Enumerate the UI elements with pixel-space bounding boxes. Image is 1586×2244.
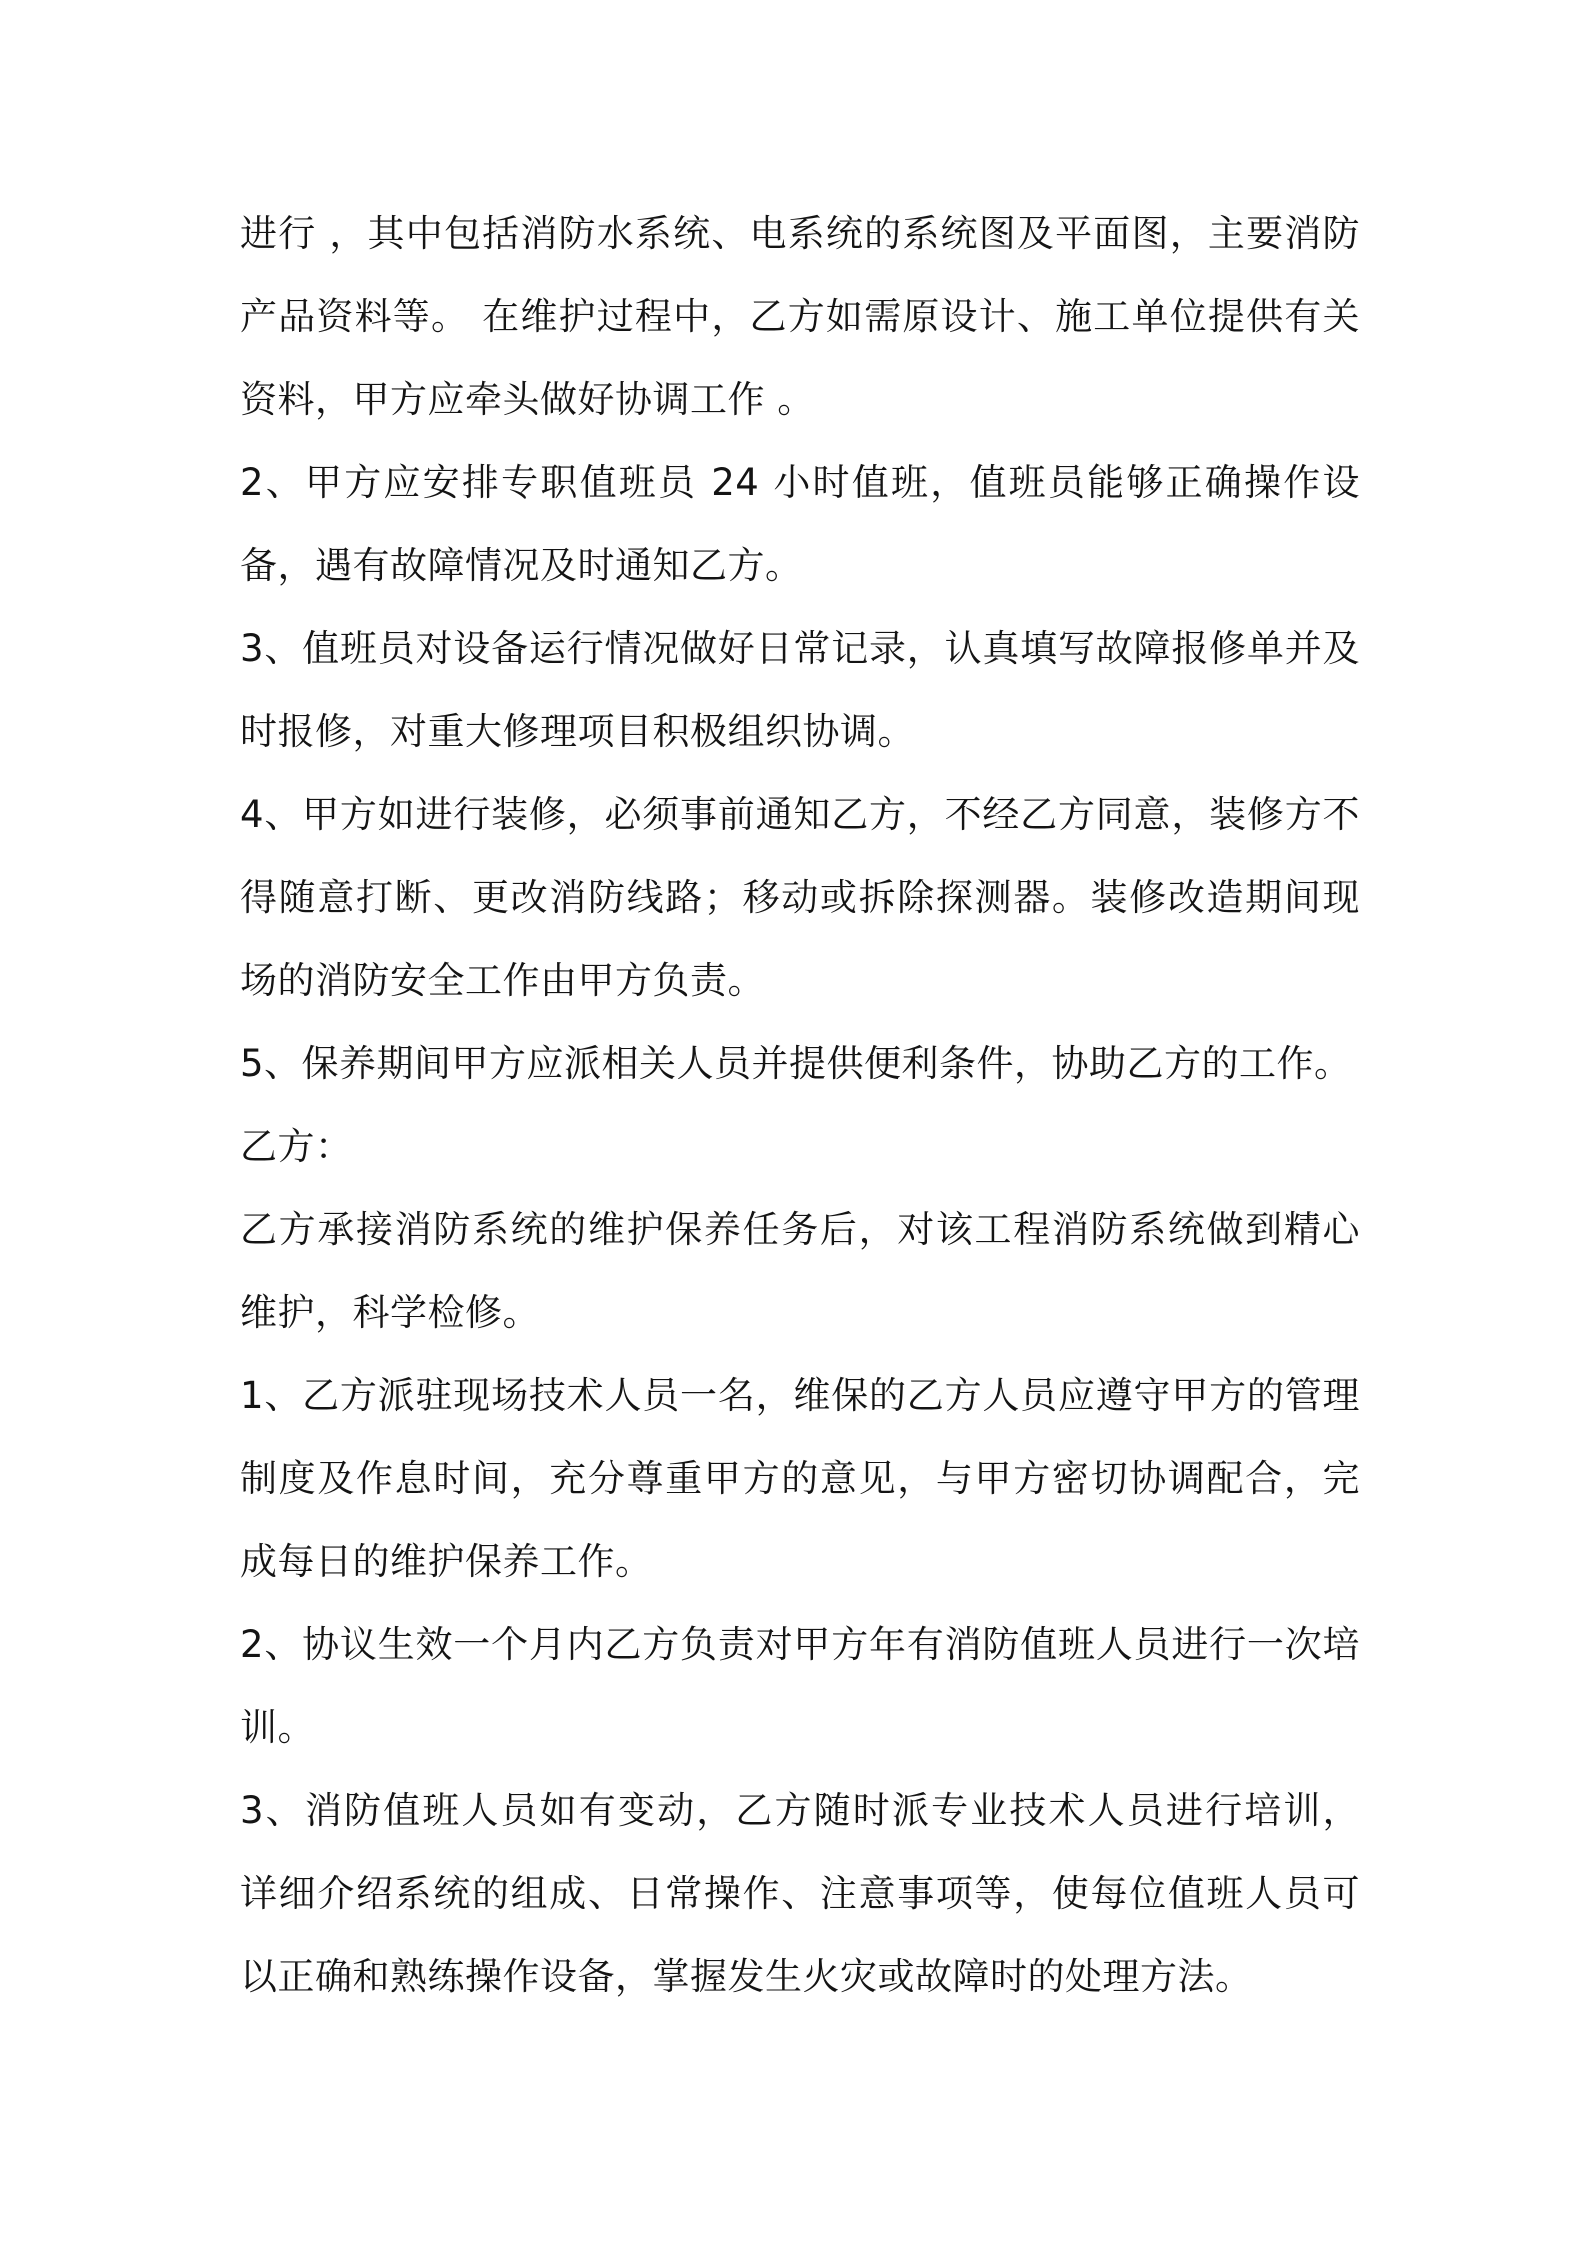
paragraph-party-a-item-5: 5、保养期间甲方应派相关人员并提供便利条件，协助乙方的工作。 [240,1042,1352,1085]
document-body [240,192,1360,2018]
section-heading-party-b: 乙方： [240,1125,353,1168]
paragraph-party-a-item-2: 2、甲方应安排专职值班员 24 小时值班，值班员能够正确操作设备，遇有故障情况及时通知乙方。 [240,461,1360,587]
paragraph-party-a-item-4: 4、甲方如进行装修，必须事前通知乙方，不经乙方同意，装修方不得随意打断、更改消防线路；移动或拆除探测器。装修改造期间现场的消防安全工作由甲方负责。 [240,793,1360,1002]
paragraph-party-b-item-3: 3、消防值班人员如有变动，乙方随时派专业技术人员进行培训， 详细介绍系统的组成、日常操作、注意事项等，使每位值班人员可以正确和熟练操作设备，掌握发生火灾或故障时的处理方法。 [240,1789,1360,1998]
paragraph-materials: 进行 ，其中包括消防水系统、电系统的系统图及平面图，主要消防产品资料等。 在维护过程中，乙方如需原设计、施工单位提供有关资料，甲方应牵头做好协调工作 。 [240,212,1360,421]
paragraph-party-a-item-3: 3、值班员对设备运行情况做好日常记录，认真填写故障报修单并及时报修，对重大修理项目积极组织协调。 [240,627,1360,753]
paragraph-party-b-item-1: 1、乙方派驻现场技术人员一名，维保的乙方人员应遵守甲方的管理制度及作息时间，充分尊重甲方的意见，与甲方密切协调配合，完成每日的维护保养工作。 [240,1374,1360,1583]
paragraph-party-b-item-2: 2、协议生效一个月内乙方负责对甲方年有消防值班人员进行一次培训。 [240,1623,1360,1749]
paragraph-party-b-intro: 乙方承接消防系统的维护保养任务后，对该工程消防系统做到精心维护，科学检修。 [240,1208,1360,1334]
